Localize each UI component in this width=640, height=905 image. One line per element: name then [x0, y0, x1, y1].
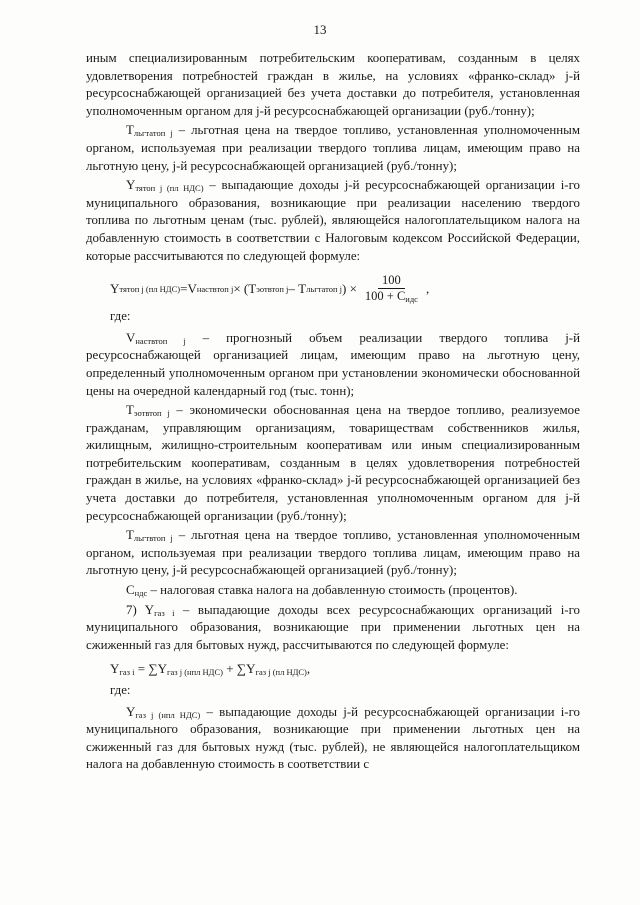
page-number: 13 [313, 22, 327, 37]
formula-minus: – Т [288, 280, 307, 296]
paragraph-item-7 [86, 602, 580, 655]
fraction-denominator [361, 289, 422, 304]
paragraph-c-nds [86, 582, 580, 600]
formula2-tail: , [306, 661, 311, 677]
denominator-text: 100 + С [364, 289, 406, 304]
paragraph-y-tyatop [86, 177, 580, 265]
symbol: Т [126, 528, 134, 543]
symbol-subscript: эотвтоп j [133, 408, 170, 419]
where-label: где: [110, 309, 131, 324]
formula2-plus-sum: + ∑Y [222, 661, 256, 677]
symbol-subscript: газ j (нпл НДС) [135, 709, 201, 720]
formula-equals: =V [180, 280, 197, 296]
paragraph-text: – льготная цена на твердое топливо, установленная уполномоченным органом, используемая при реализации твердого топлива лицам, имеющим право на льготную цену, j-й ресурсоснабжающей организацией (руб./тонну); [86, 123, 580, 173]
formula2-lhs-subscript: газ i [119, 667, 135, 678]
symbol: Т [126, 123, 134, 138]
paragraph-text: – выпадающие доходы j-й ресурсоснабжающей организации i-го муниципального образования, возникающие при реализации населению твердого топлива по льготным ценам (тыс. рублей), являющейся налогоплательщиком налога на добавленную стоимость в соответствии с Налоговым кодексом Российской Федерации, которые рассчитываются по следующей формуле: [86, 178, 580, 263]
formula-2 [110, 660, 580, 678]
paragraph-text: – льготная цена на твердое топливо, установленная уполномоченным органом, используемая при реализации твердого топлива лицам, имеющим право на льготную цену, j-й ресурсоснабжающей организацией (руб./тонну); [86, 528, 580, 578]
symbol-subscript: газ i [154, 607, 175, 618]
formula-tail: , [425, 280, 430, 296]
formula-times-open: × (Т [233, 280, 257, 296]
document-body [86, 50, 580, 776]
paragraph-text: – выпадающие доходы j-й ресурсоснабжающей организации i-го муниципального образования, возникающие при применении льготных цен на сжиженный газ для бытовых нужд (тыс. рублей), не являющейся налогоплательщиком налога на добавленную стоимость в соответствии с [86, 704, 580, 772]
symbol-subscript: льгтвтоп j [133, 533, 173, 544]
formula-close: ) × [341, 280, 357, 296]
denominator-subscript: идс [405, 294, 418, 305]
paragraph-y-gaz-npl [86, 704, 580, 774]
where-label-2: где: [110, 683, 131, 697]
symbol: Y [126, 178, 136, 193]
paragraph-t-eotvtop [86, 402, 580, 525]
paragraph-text: – налоговая ставка налога на добавленную стоимость (процентов). [147, 583, 518, 598]
paragraph-continuation: иным специализированным потребительским кооперативам, созданным в целях удовлетворения потребностей граждан в жилье, на условиях «франко-склад» j-й ресурсоснабжающей организацией без учета доставки до потребителя, установленная уполномоченным органом для j-й ресурсоснабжающей организации (руб./тонну); [86, 51, 580, 118]
symbol: Y [126, 704, 136, 719]
item-lead: 7) Y [126, 602, 155, 617]
paragraph-text: – прогнозный объем реализации твердого топлива j-й ресурсоснабжающей организацией лицам, имеющим право на льготную цену, определенный уполномоченным органом при установлении экономически обоснованной цены на очередной календарный год (тыс. тонн); [86, 330, 580, 398]
paragraph-text: – экономически обоснованная цена на твердое топливо, реализуемое гражданам, управляющим организациям, товариществам собственников жилья, жилищным, жилищно-строительным кооперативам или иным специализированным потребительским кооперативам, созданным в целях удовлетворения потребностей граждан в жилье, на условиях «франко-склад» j-й ресурсоснабжающей организацией без учета доставки до потребителя, установленная уполномоченным органом для j-й ресурсоснабжающей организации (руб./тонну); [86, 403, 580, 523]
symbol: V [126, 330, 136, 345]
fraction-numerator: 100 [378, 273, 405, 289]
symbol: С [126, 583, 135, 598]
symbol: Т [126, 403, 134, 418]
symbol-subscript: ндс [134, 588, 148, 599]
symbol-subscript: тятоп j (пл НДС) [135, 183, 204, 194]
formula2-equals-sum: = ∑Y [134, 661, 167, 677]
formula2-sum1-subscript: газ j (нпл НДС) [167, 667, 223, 678]
paragraph-text: – выпадающие доходы всех ресурсоснабжающих организаций i-го муниципального образования, возникающие при применении льготных цен на сжиженный газ для бытовых нужд, рассчитываются по следующей формуле: [86, 602, 580, 652]
paragraph-v-nastvtop [86, 330, 580, 400]
formula-fraction [361, 273, 422, 304]
formula2-lhs: Y [110, 661, 120, 677]
symbol-subscript: наствтоп j [135, 335, 186, 346]
formula-1: Y тятоп j (пл НДС) =V наствтоп j × (Т эотвтоп j – Т льгтатоп j ) × $\frac{100}{100 + С_{идс}}$ , [110, 273, 430, 305]
symbol-subscript: льгтатоп j [133, 128, 173, 139]
formula2-sum2-subscript: газ j (пл НДС) [255, 667, 307, 678]
formula-lhs: Y [110, 280, 120, 296]
paragraph-t-lgt-atop [86, 122, 580, 175]
paragraph-t-lgtvtop [86, 527, 580, 580]
